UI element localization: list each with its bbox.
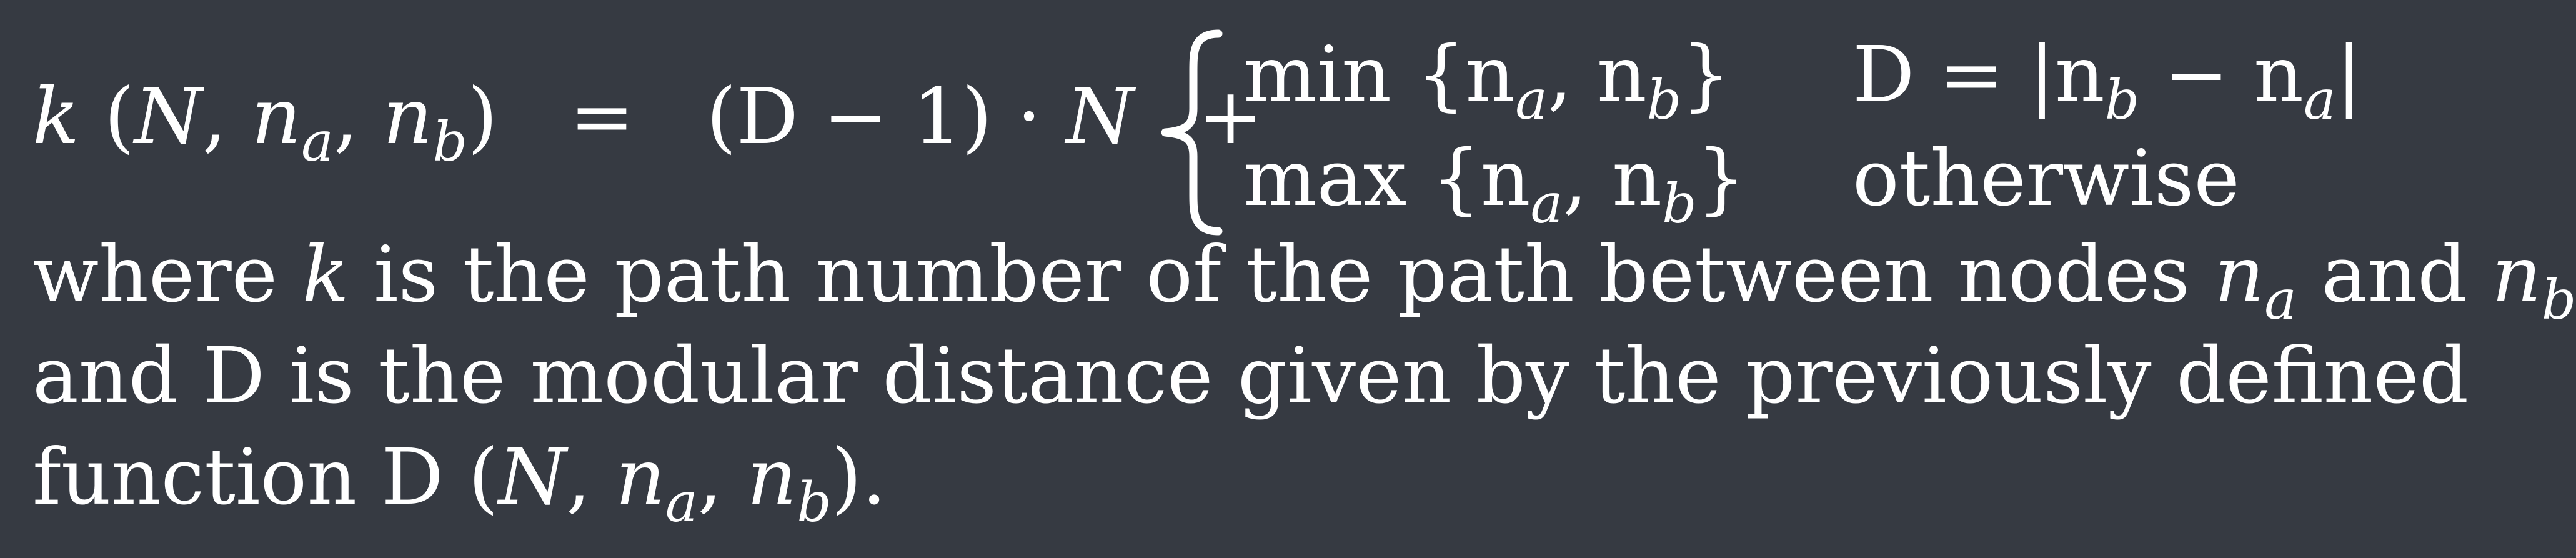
explanation-line-1: where k is the path number of the path between nodes $n_a$ and $n_b$	[32, 230, 2576, 332]
left-brace-icon	[1150, 27, 1231, 237]
formula-equals: =	[569, 72, 635, 162]
formula-args: (N, $n_a$, $n_b$)	[104, 72, 498, 174]
case-2-condition: otherwise	[1852, 134, 2240, 224]
explanation-line-3: function D (N, $n_a$, $n_b$).	[32, 432, 887, 534]
formula-d-expression: (D − 1) · N	[706, 72, 1134, 162]
case-1-expression: $\min \{n_a$, $n_b$}	[1243, 30, 1731, 132]
explanation-line-2: and D is the modular distance given by the previously defined	[32, 331, 2469, 421]
case-1-condition: $D = |n_b - n_a|$	[1852, 30, 2362, 132]
formula-plus: +	[1198, 72, 1263, 162]
formula-lhs	[32, 72, 1263, 174]
case-2-expression: $\max \{n_a$, $n_b$}	[1243, 134, 1746, 236]
formula-k: k	[32, 72, 80, 162]
